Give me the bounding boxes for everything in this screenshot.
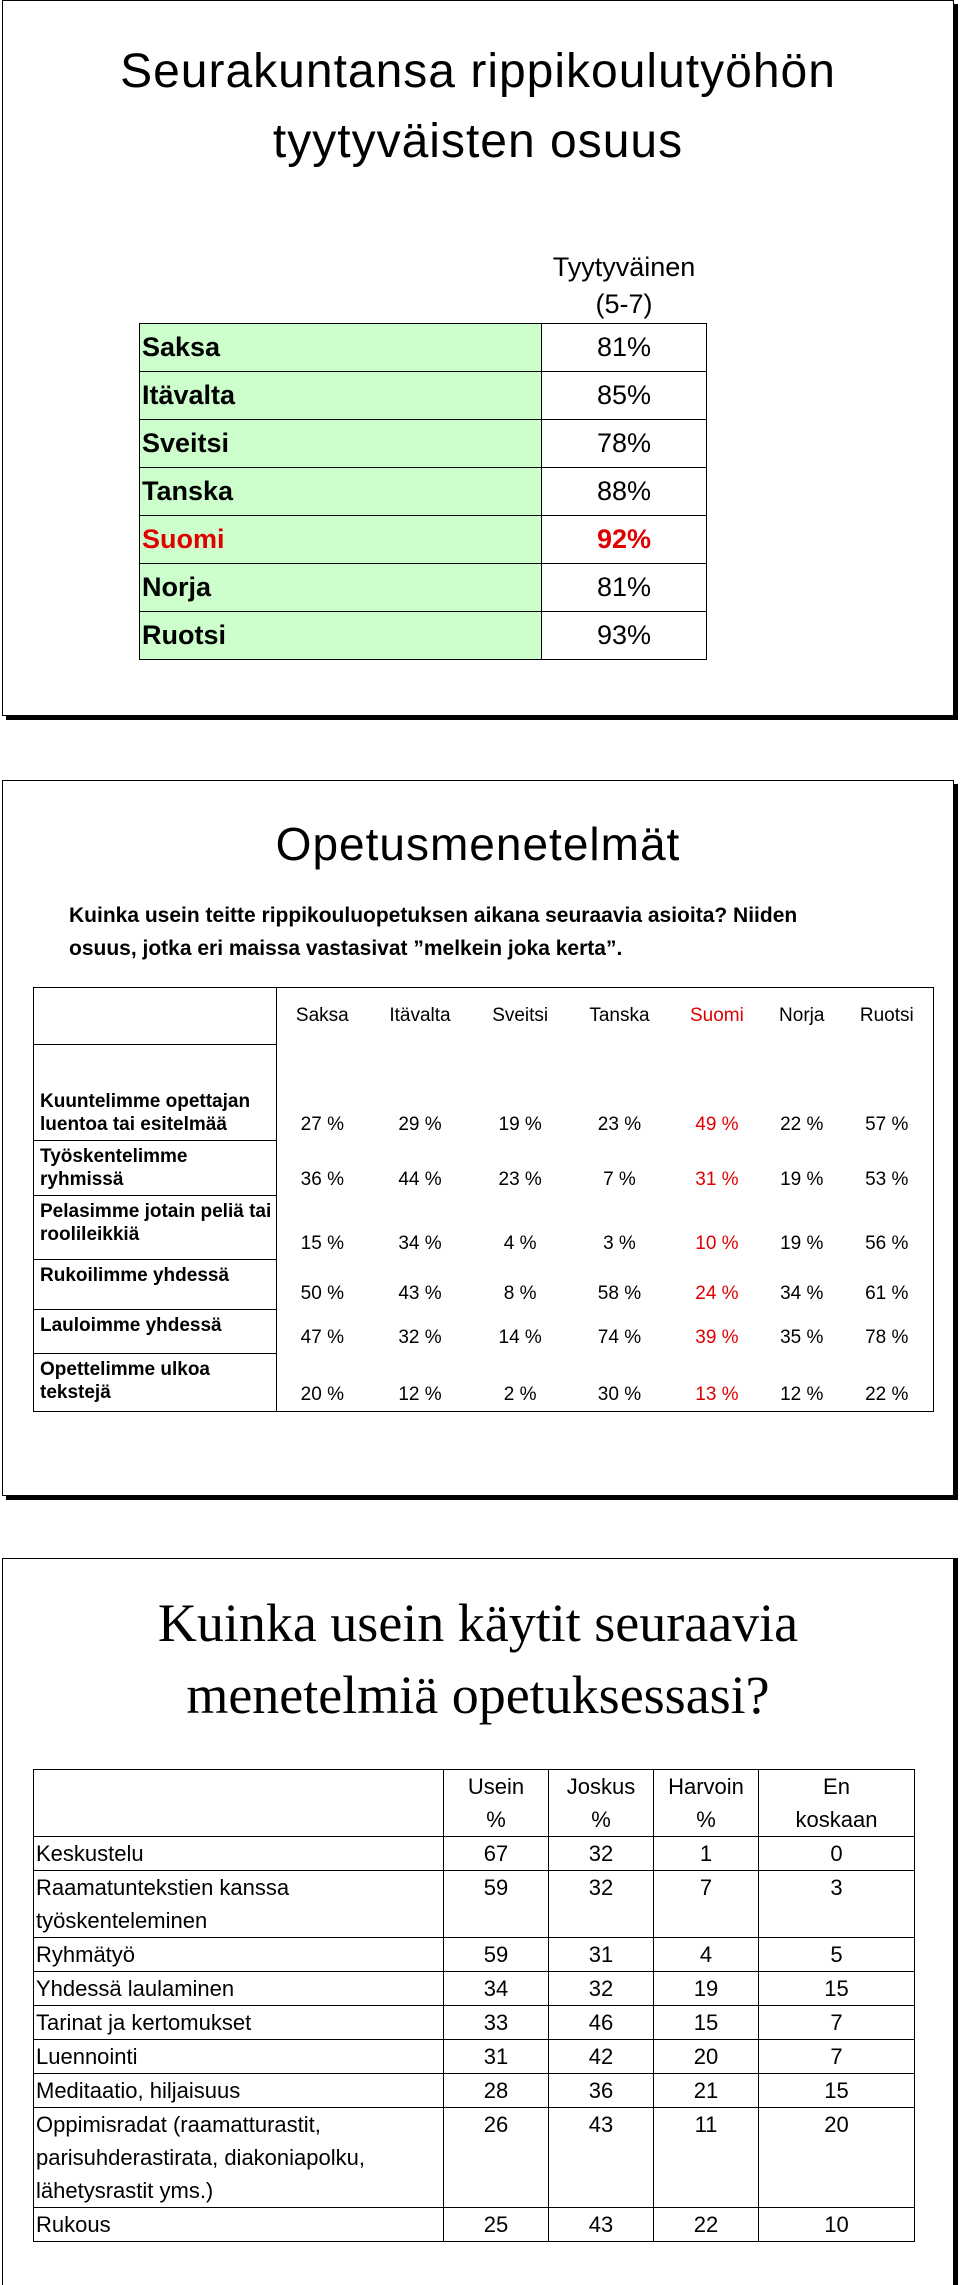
slide-method-frequency <box>2 1558 954 2285</box>
value-cell: 27 % <box>300 1113 344 1135</box>
value-cell: 20 <box>654 2040 759 2074</box>
value-cell: 20 % <box>300 1384 344 1405</box>
table-row <box>34 2208 915 2242</box>
value-cell: 10 % <box>695 1232 739 1254</box>
value-cell: 81% <box>542 324 707 372</box>
row-label: Opettelimme ulkoa tekstejä <box>34 1354 277 1412</box>
column-header <box>654 1770 759 1837</box>
slide-teaching-methods <box>2 780 954 1496</box>
value-cell: 33 <box>444 2006 549 2040</box>
table-row <box>34 2040 915 2074</box>
value-cell: 10 <box>759 2208 915 2242</box>
value-cell: 59 <box>444 1871 549 1938</box>
value-cell: 8 % <box>503 1282 537 1304</box>
value-cell: 2 % <box>503 1384 537 1405</box>
column-header <box>549 1770 654 1837</box>
table-row <box>34 1196 934 1260</box>
value-cell: 78% <box>542 420 707 468</box>
value-cell: 74 % <box>597 1326 642 1348</box>
row-label-line: Ryhmätyö <box>36 1942 136 1967</box>
table-row <box>140 612 707 660</box>
table-row <box>34 1045 934 1141</box>
country-cell: Itävalta <box>140 372 542 420</box>
table-row <box>34 1260 934 1310</box>
slide-title: Opetusmenetelmät <box>275 818 681 870</box>
row-label-line: Luennointi <box>36 2044 138 2069</box>
title-line-1: Kuinka usein käytit seuraavia <box>157 1593 799 1653</box>
value-cell: 34 % <box>780 1282 824 1304</box>
column-header-line-1: En <box>823 1774 850 1799</box>
value-cell: 0 <box>759 1837 915 1871</box>
method-frequency-table <box>33 1769 915 2242</box>
value-cell: 22 % <box>865 1384 909 1405</box>
value-cell: 58 % <box>597 1282 642 1304</box>
value-cell: 85% <box>542 372 707 420</box>
value-cell: 43 <box>549 2108 654 2208</box>
country-cell: Suomi <box>140 516 542 564</box>
table-row <box>140 564 707 612</box>
value-cell: 7 <box>759 2006 915 2040</box>
value-cell: 1 <box>654 1837 759 1871</box>
value-cell: 13 % <box>695 1384 739 1405</box>
value-cell: 43 <box>549 2208 654 2242</box>
title-line-2: tyytyväisten osuus <box>272 115 684 168</box>
row-label-line: lähetysrastit yms.) <box>36 2178 214 2203</box>
header-blank <box>34 1770 444 1837</box>
column-header-line-2: (5-7) <box>595 289 653 319</box>
value-cell: 23 % <box>597 1113 642 1135</box>
value-cell: 15 % <box>300 1232 344 1254</box>
country-cell: Ruotsi <box>140 612 542 660</box>
row-label <box>34 1972 444 2006</box>
table-row <box>34 1972 915 2006</box>
value-cell: 22 % <box>780 1113 824 1135</box>
value-cell: 24 % <box>695 1282 739 1304</box>
value-cell: 26 <box>444 2108 549 2208</box>
slide-satisfaction <box>2 0 954 716</box>
column-header-line-1: Harvoin <box>668 1774 744 1799</box>
value-cell: 50 % <box>300 1282 344 1304</box>
methods-by-country-table <box>33 987 934 1412</box>
row-label <box>34 1837 444 1871</box>
table-row <box>140 324 707 372</box>
column-header: Norja <box>779 1005 825 1027</box>
table-row <box>140 516 707 564</box>
value-cell: 7 <box>759 2040 915 2074</box>
value-cell: 28 <box>444 2074 549 2108</box>
row-label <box>34 2040 444 2074</box>
value-cell: 15 <box>759 1972 915 2006</box>
value-cell: 4 % <box>503 1232 537 1254</box>
row-label <box>34 1938 444 1972</box>
value-cell: 12 % <box>398 1384 442 1405</box>
value-cell: 56 % <box>865 1232 909 1254</box>
value-cell: 12 % <box>780 1384 824 1405</box>
value-cell: 36 % <box>300 1168 344 1190</box>
value-cell: 29 % <box>398 1113 442 1135</box>
value-cell: 81% <box>542 564 707 612</box>
row-label-line: Tarinat ja kertomukset <box>36 2010 252 2035</box>
subtitle-line-2: osuus, jotka eri maissa vastasivat ”melkein joka kerta”. <box>69 937 623 960</box>
column-header-line-2: % <box>486 1807 506 1832</box>
value-cell: 31 <box>444 2040 549 2074</box>
row-label-line: Meditaatio, hiljaisuus <box>36 2078 241 2103</box>
value-cell: 21 <box>654 2074 759 2108</box>
value-cell: 43 % <box>398 1282 442 1304</box>
value-cell: 5 <box>759 1938 915 1972</box>
row-label: Rukoilimme yhdessä <box>34 1260 277 1310</box>
table-row <box>140 420 707 468</box>
value-cell: 3 <box>759 1871 915 1938</box>
row-label <box>34 2108 444 2208</box>
value-cell: 47 % <box>300 1326 344 1348</box>
column-header-line-2: % <box>696 1807 716 1832</box>
column-header-line-1: Usein <box>467 1774 525 1799</box>
slide-title <box>3 1587 953 1731</box>
table-row <box>34 1871 915 1938</box>
value-cell: 34 <box>444 1972 549 2006</box>
table-row <box>34 1938 915 1972</box>
value-cell: 19 % <box>780 1168 824 1190</box>
country-cell: Norja <box>140 564 542 612</box>
value-cell: 7 <box>654 1871 759 1938</box>
value-cell: 32 <box>549 1837 654 1871</box>
value-cell: 36 <box>549 2074 654 2108</box>
row-label: Työskentelimme ryhmissä <box>34 1141 277 1196</box>
column-header <box>759 1770 915 1837</box>
value-cell: 34 % <box>398 1232 442 1254</box>
subtitle-line-1: Kuinka usein teitte rippikouluopetuksen aikana seuraavia asioita? Niiden <box>69 904 798 927</box>
column-header-line-1: Joskus <box>566 1774 636 1799</box>
value-cell: 57 % <box>865 1113 909 1135</box>
row-label-line: Oppimisradat (raamatturastit, <box>36 2112 321 2137</box>
value-cell: 44 % <box>398 1168 442 1190</box>
value-cell: 35 % <box>780 1326 824 1348</box>
value-cell: 30 % <box>597 1384 642 1405</box>
column-header: Suomi <box>689 1005 744 1027</box>
value-cell: 4 <box>654 1938 759 1972</box>
value-cell: 92% <box>542 516 707 564</box>
row-label: Lauloimme yhdessä <box>34 1310 277 1354</box>
value-cell: 67 <box>444 1837 549 1871</box>
row-label <box>34 2006 444 2040</box>
slide-title <box>3 37 953 177</box>
slide-subtitle <box>69 899 889 965</box>
row-label: Kuuntelimme opettajan luentoa tai esitelmää <box>34 1045 277 1141</box>
row-label-line: Raamatuntekstien kanssa <box>36 1875 290 1900</box>
row-label-line: Keskustelu <box>36 1841 144 1866</box>
value-cell: 32 <box>549 1972 654 2006</box>
satisfaction-table <box>139 249 707 660</box>
value-cell: 39 % <box>695 1326 739 1348</box>
value-cell: 19 % <box>780 1232 824 1254</box>
value-cell: 25 <box>444 2208 549 2242</box>
title-line-2: menetelmiä opetuksessasi? <box>186 1665 770 1725</box>
column-header: Tanska <box>589 1005 650 1027</box>
table-row <box>34 2108 915 2208</box>
value-cell: 49 % <box>695 1113 739 1135</box>
column-header: Sveitsi <box>492 1005 549 1027</box>
column-header-line-2: % <box>591 1807 611 1832</box>
value-cell: 15 <box>654 2006 759 2040</box>
value-cell: 14 % <box>498 1326 542 1348</box>
row-label: Pelasimme jotain peliä tai roolileikkiä <box>34 1196 277 1260</box>
value-cell: 88% <box>542 468 707 516</box>
value-cell: 53 % <box>865 1168 909 1190</box>
column-header: Saksa <box>295 1005 349 1027</box>
value-cell: 61 % <box>865 1282 909 1304</box>
value-cell: 19 % <box>498 1113 542 1135</box>
column-header-line-2: koskaan <box>795 1807 878 1832</box>
value-cell: 15 <box>759 2074 915 2108</box>
row-label <box>34 2208 444 2242</box>
row-label <box>34 1871 444 1938</box>
value-cell: 78 % <box>865 1326 909 1348</box>
country-cell: Tanska <box>140 468 542 516</box>
value-cell: 22 <box>654 2208 759 2242</box>
value-cell: 20 <box>759 2108 915 2208</box>
value-cell: 59 <box>444 1938 549 1972</box>
table-row <box>34 1354 934 1412</box>
table-row <box>34 1310 934 1354</box>
table-row <box>34 2074 915 2108</box>
value-cell: 7 % <box>603 1168 636 1190</box>
table-row <box>140 468 707 516</box>
table-row <box>34 2006 915 2040</box>
value-cell: 32 % <box>398 1326 442 1348</box>
row-label-line: parisuhderastirata, diakoniapolku, <box>36 2145 365 2170</box>
country-cell: Saksa <box>140 324 542 372</box>
value-cell: 31 % <box>695 1168 739 1190</box>
header-blank <box>34 988 277 1045</box>
table-row <box>34 1837 915 1871</box>
value-cell: 93% <box>542 612 707 660</box>
value-cell: 46 <box>549 2006 654 2040</box>
row-label-line: työskenteleminen <box>36 1908 208 1933</box>
row-label-line: Rukous <box>36 2212 111 2237</box>
column-header: Itävalta <box>389 1005 451 1027</box>
value-cell: 42 <box>549 2040 654 2074</box>
value-cell: 32 <box>549 1871 654 1938</box>
value-cell: 11 <box>654 2108 759 2208</box>
table-row <box>140 372 707 420</box>
value-cell: 19 <box>654 1972 759 2006</box>
column-header <box>542 249 707 324</box>
row-label-line: Yhdessä laulaminen <box>36 1976 235 2001</box>
value-cell: 31 <box>549 1938 654 1972</box>
table-row <box>34 1141 934 1196</box>
value-cell: 23 % <box>498 1168 542 1190</box>
column-header: Ruotsi <box>859 1005 914 1027</box>
column-header-line-1: Tyytyväinen <box>552 252 696 282</box>
row-label <box>34 2074 444 2108</box>
country-cell: Sveitsi <box>140 420 542 468</box>
value-cell: 3 % <box>603 1232 636 1254</box>
title-line-1: Seurakuntansa rippikoulutyöhön <box>120 45 836 98</box>
column-header <box>444 1770 549 1837</box>
header-blank <box>140 249 542 324</box>
